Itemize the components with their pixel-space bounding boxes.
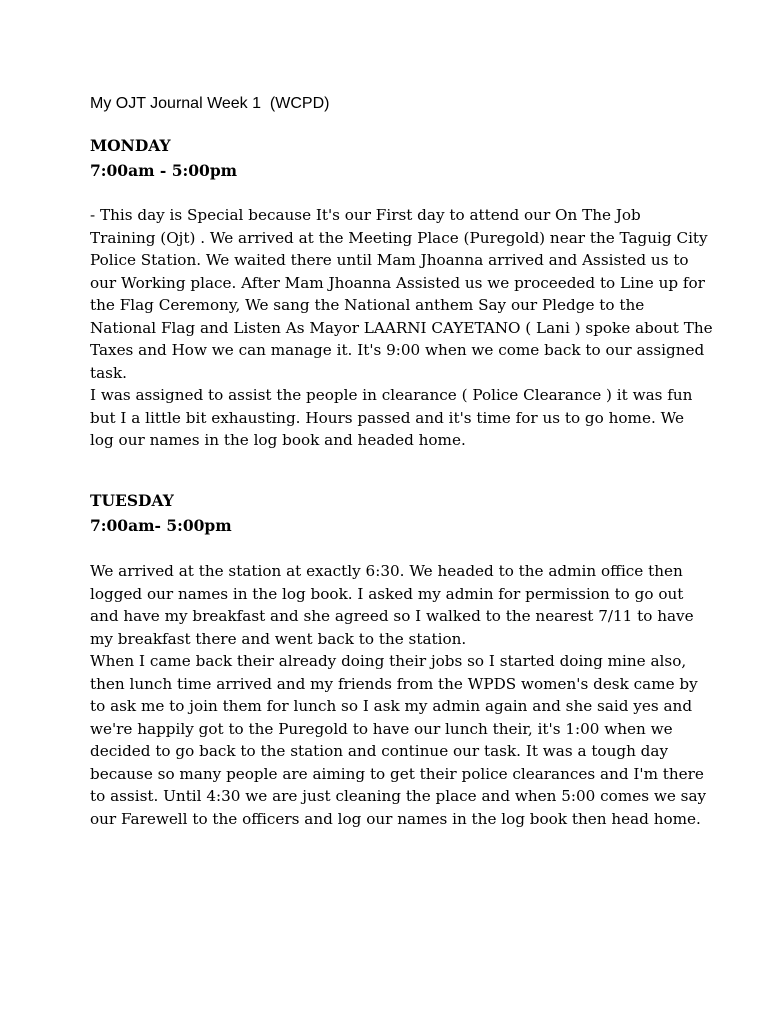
tuesday-heading: TUESDAY bbox=[90, 491, 174, 510]
text-line: Training (Ojt) . We arrived at the Meeting Place (Puregold) near the Taguig City bbox=[90, 228, 708, 247]
text-line: our Farewell to the officers and log our names in the log book then head home. bbox=[90, 809, 701, 828]
text-line: to ask me to join them for lunch so I ask my admin again and she said yes and bbox=[90, 697, 693, 715]
text-line: logged our names in the log book. I asked my admin for permission to go out bbox=[90, 584, 684, 603]
text-line: Taxes and How we can manage it. It's 9:00 when we come back to our assigned bbox=[90, 341, 705, 359]
text-line: decided to go back to the station and continue our task. It was a tough day bbox=[90, 742, 669, 760]
text-line: the Flag Ceremony, We sang the National anthem Say our Pledge to the bbox=[90, 296, 645, 314]
text-line: Police Station. We waited there until Mam Jhoanna arrived and Assisted us to bbox=[90, 251, 689, 269]
tuesday-paragraph-1 bbox=[90, 560, 694, 650]
text-line: We arrived at the station at exactly 6:30. We headed to the admin office then bbox=[90, 562, 683, 580]
tuesday-paragraph-2 bbox=[90, 650, 707, 830]
monday-time: 7:00am - 5:00pm bbox=[90, 161, 238, 180]
monday-paragraph-2 bbox=[90, 384, 693, 452]
text-line: our Working place. After Mam Jhoanna Assisted us we proceeded to Line up for bbox=[90, 273, 705, 292]
text-line: to assist. Until 4:30 we are just cleaning the place and when 5:00 comes we say bbox=[90, 787, 707, 805]
journal-title: My OJT Journal Week 1 (WCPD) bbox=[90, 95, 330, 112]
text-line: then lunch time arrived and my friends from the WPDS women's desk came by bbox=[90, 674, 698, 693]
text-line: we're happily got to the Puregold to have our lunch their, it's 1:00 when we bbox=[90, 719, 673, 738]
text-line: I was assigned to assist the people in clearance ( Police Clearance ) it was fun bbox=[90, 386, 693, 404]
text-line: task. bbox=[90, 363, 127, 382]
text-line: but I a little bit exhausting. Hours passed and it's time for us to go home. We bbox=[90, 408, 684, 427]
text-line: my breakfast there and went back to the station. bbox=[90, 629, 467, 648]
text-line: log our names in the log book and headed home. bbox=[90, 431, 466, 449]
monday-paragraph-1 bbox=[90, 204, 713, 384]
text-line: When I came back their already doing their jobs so I started doing mine also, bbox=[90, 652, 687, 670]
text-line: National Flag and Listen As Mayor LAARNI CAYETANO ( Lani ) spoke about The bbox=[90, 318, 713, 337]
text-line: - This day is Special because It's our First day to attend our On The Job bbox=[90, 206, 641, 224]
tuesday-time: 7:00am- 5:00pm bbox=[90, 516, 232, 535]
monday-heading: MONDAY bbox=[90, 136, 171, 155]
text-line: and have my breakfast and she agreed so I walked to the nearest 7/11 to have bbox=[90, 607, 694, 625]
text-line: because so many people are aiming to get their police clearances and I'm there bbox=[90, 764, 704, 783]
